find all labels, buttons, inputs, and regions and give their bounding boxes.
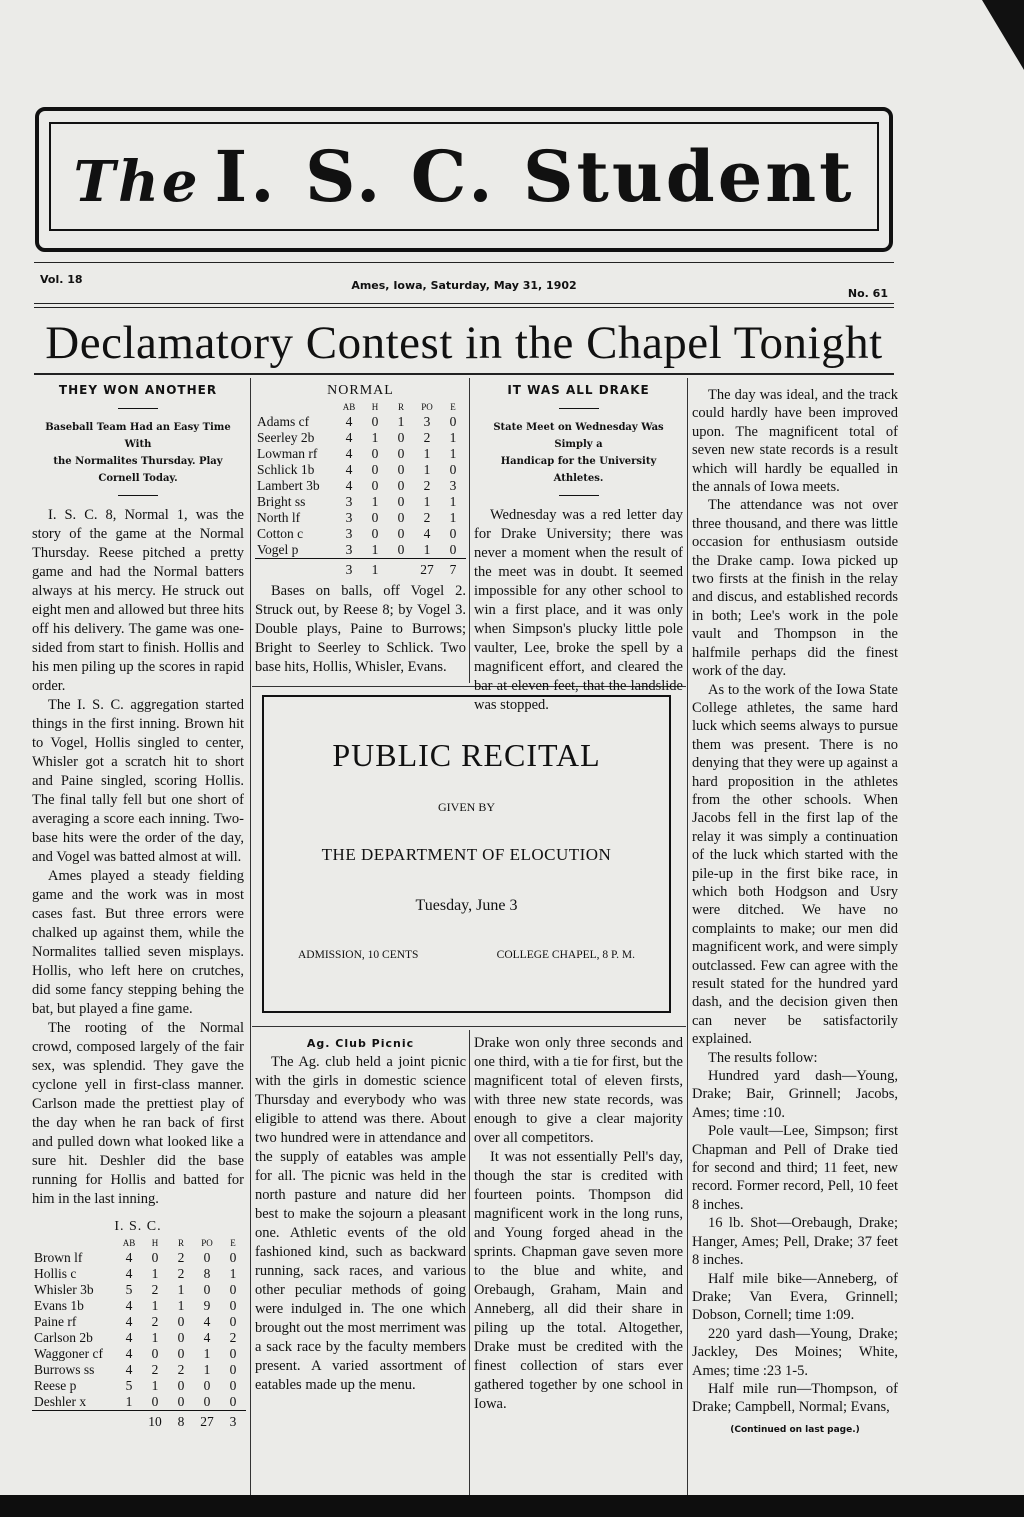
stat-cell: 0 [177, 1378, 185, 1393]
box-score-row [255, 414, 466, 430]
stat-cell: 1 [177, 1298, 185, 1313]
player-name: Brown lf [34, 1250, 83, 1265]
drake-paragraph: Drake won only three seconds and one third, with a tie for first, but the magnificent total of eleven firsts, with three new state records, was enough to give a clear majority over all competitors. [474, 1035, 683, 1146]
box-score-header-row: AB H R PO E [342, 402, 456, 412]
stat-cell: 3 [345, 510, 353, 525]
article-title-picnic: Ag. Club Picnic [306, 1037, 415, 1050]
drake-article-column-4 [692, 386, 898, 1439]
stat-cell: 1 [203, 1346, 211, 1361]
box-score-row [255, 446, 466, 462]
stat-cell: 2 [423, 510, 431, 525]
stat-cell: 1 [125, 1394, 133, 1409]
stat-cell: 9 [203, 1298, 211, 1313]
race-result: 16 lb. Shot—Orebaugh, Drake; Hanger, Ames; Pell, Drake; 37 feet 8 inches. [692, 1215, 898, 1269]
stat-cell: 4 [125, 1362, 133, 1377]
box-score-row [32, 1330, 246, 1346]
race-result: Hundred yard dash—Young, Drake; Bair, Grinnell; Jacobs, Ames; time :10. [692, 1068, 898, 1121]
stat-cell: 8 [203, 1266, 211, 1281]
scan-corner-shadow [954, 0, 1024, 70]
stat-cell: 4 [345, 430, 353, 445]
stat-cell: 0 [449, 542, 457, 557]
drake-paragraph: The results follow: [708, 1049, 818, 1066]
stat-cell: 0 [397, 478, 405, 493]
stat-cell: 0 [177, 1346, 185, 1361]
player-name: Paine rf [34, 1314, 77, 1329]
stat-cell: 1 [423, 446, 431, 461]
scan-bottom-edge [0, 1495, 1024, 1517]
stat-cell: 0 [229, 1346, 237, 1361]
stat-cell: 4 [345, 462, 353, 477]
recital-date: Tuesday, June 3 [415, 897, 518, 914]
article-subhead-drake: State Meet on Wednesday Was Simply a Handicap for the University Athletes. [493, 422, 664, 484]
player-name: Burrows ss [34, 1362, 95, 1377]
column-rule-3 [687, 378, 688, 1517]
stat-cell: 3 [449, 478, 457, 493]
stat-cell: 0 [151, 1346, 159, 1361]
stat-cell: 0 [229, 1314, 237, 1329]
stat-cell: 0 [229, 1282, 237, 1297]
stat-cell: 1 [151, 1266, 159, 1281]
stat-cell: 2 [151, 1314, 159, 1329]
box-score-row [255, 526, 466, 542]
stat-cell: 2 [229, 1330, 237, 1345]
stat-cell: 2 [177, 1362, 185, 1377]
stat-cell: 0 [449, 414, 457, 429]
isc-box-title: I. S. C. [114, 1219, 162, 1234]
stat-cell: 4 [125, 1314, 133, 1329]
recital-department: THE DEPARTMENT OF ELOCUTION [321, 845, 612, 864]
normal-box-score [255, 400, 466, 578]
stat-cell: 2 [151, 1362, 159, 1377]
stat-cell: 4 [125, 1250, 133, 1265]
player-name: North lf [257, 510, 301, 525]
normal-box-title: NORMAL [327, 383, 394, 398]
subhead-dash [559, 495, 599, 496]
box-score-row [255, 478, 466, 494]
player-name: Bright ss [257, 494, 306, 509]
drake-article [474, 381, 683, 715]
title-the: The [73, 149, 201, 215]
stat-cell: 0 [397, 542, 405, 557]
stat-cell: 1 [449, 430, 457, 445]
drake-paragraph: The day was ideal, and the track could hardly have been improved upon. The magnificent total of seven new state records is a result which will hardly be equalled in the annals of Iowa meets. [692, 387, 898, 496]
issue-number: No. 61 [847, 287, 888, 300]
masthead [35, 107, 893, 252]
stat-cell: 2 [423, 430, 431, 445]
stat-cell: 1 [423, 494, 431, 509]
stat-cell: 0 [397, 462, 405, 477]
stat-cell: 1 [397, 414, 405, 429]
stat-cell: 1 [371, 430, 379, 445]
box-score-row [32, 1266, 246, 1282]
stat-cell: 0 [371, 478, 379, 493]
player-name: Evans 1b [34, 1298, 84, 1313]
stat-cell: 4 [125, 1330, 133, 1345]
box-score-row [32, 1282, 246, 1298]
stat-cell: 0 [229, 1362, 237, 1377]
stat-cell: 4 [203, 1330, 211, 1345]
recital-title: PUBLIC RECITAL [332, 737, 601, 773]
player-name: Hollis c [34, 1266, 77, 1281]
article-title-baseball: THEY WON ANOTHER [58, 383, 218, 397]
player-name: Deshler x [34, 1394, 87, 1409]
box-score-row [32, 1362, 246, 1378]
stat-cell: 0 [229, 1378, 237, 1393]
player-name: Whisler 3b [34, 1282, 94, 1297]
box-score-row [255, 510, 466, 526]
stat-cell: 0 [203, 1250, 211, 1265]
stat-cell: 2 [423, 478, 431, 493]
dateline-rule-bottom-2 [34, 307, 894, 308]
player-name: Waggoner cf [34, 1346, 104, 1361]
article-title-drake: IT WAS ALL DRAKE [507, 383, 650, 397]
stat-cell: 0 [397, 446, 405, 461]
dateline-rule-top [34, 262, 894, 263]
stat-cell: 1 [371, 494, 379, 509]
isc-box-score [32, 1236, 246, 1430]
stat-cell: 4 [345, 446, 353, 461]
stat-cell: 0 [203, 1282, 211, 1297]
stat-cell: 0 [203, 1394, 211, 1409]
box-score-totals: 3 1 27 7 [255, 559, 466, 579]
stat-cell: 5 [125, 1378, 133, 1393]
stat-cell: 0 [397, 526, 405, 541]
stat-cell: 0 [203, 1378, 211, 1393]
recital-bottom-rule [252, 1026, 686, 1027]
stat-cell: 4 [345, 414, 353, 429]
issue-date: Ames, Iowa, Saturday, May 31, 1902 [351, 279, 577, 292]
stat-cell: 1 [449, 446, 457, 461]
stat-cell: 3 [423, 414, 431, 429]
baseball-paragraph: Ames played a steady fielding game and the work was in most cases fast. But three errors were chalked up against them, while the Normalites tallied seven misplays. Hollis, who left here on crutches, did some fancy stepping behing the bat, but played a fine game. [32, 868, 244, 1017]
stat-cell: 0 [371, 526, 379, 541]
baseball-paragraph: The I. S. C. aggregation started things in the first inning. Brown hit to Vogel, Hollis singled to center, Whisler got a scratch hit to short and Paine singled, scoring Hollis. The final tally fell but one short of averaging a score each inning. Two-base hits were the order of the day, and Vogel was batted almost at will. [32, 697, 244, 865]
picnic-article [255, 1034, 466, 1395]
stat-cell: 0 [449, 462, 457, 477]
race-result: Half mile bike—Anneberg, of Drake; Van Evera, Grinnell; Dobson, Cornell; time 1:09. [692, 1270, 898, 1324]
player-name: Schlick 1b [257, 462, 315, 477]
stat-cell: 1 [229, 1266, 237, 1281]
stat-cell: 3 [345, 526, 353, 541]
box-score-row [255, 542, 466, 559]
box-score-row [255, 462, 466, 478]
stat-cell: 4 [423, 526, 431, 541]
stat-cell: 1 [151, 1330, 159, 1345]
drake-paragraph: The attendance was not over three thousand, and there was little occasion for enthusiasm outside the Drake camp. Iowa picked up two firsts at the finish in the relay and discus, and established records in both; Lee's work in the pole vault and Thompson in the halfmile perhaps did the finest work of the day. [692, 497, 898, 680]
stat-cell: 0 [449, 526, 457, 541]
box-score-header-row: AB H R PO E [122, 1238, 236, 1248]
column-rule-2 [469, 378, 470, 683]
baseball-paragraph: I. S. C. 8, Normal 1, was the story of the game at the Normal Thursday. Reese pitched a pretty game and had the Normal batters always at his mercy. He struck out eight men and allowed but three hits off his delivery. The game was one-sided from start to finish. Hollis and his men piling up the scores in rapid order. [32, 507, 244, 694]
headline-rule [34, 373, 894, 375]
stat-cell: 0 [177, 1394, 185, 1409]
recital-admission: ADMISSION, 10 CENTS [298, 949, 419, 961]
box-score-row [255, 430, 466, 446]
stat-cell: 0 [397, 510, 405, 525]
recital-details [264, 949, 669, 961]
stat-cell: 3 [345, 494, 353, 509]
stat-cell: 0 [371, 510, 379, 525]
stat-cell: 0 [397, 494, 405, 509]
drake-paragraph: As to the work of the Iowa State College athletes, the same hard luck which seems always to pursue them was present. There is no denying that they were up against a hard proposition in the athletes from the other schools. When Jacobs fell in the first lap of the relay it was simply a continuation of the luck which started with the pile-up in the first bike race, in which both Hodgson and Usry were ditched. We have no complaints to make; our men did magnificent work, and were simply outclassed. Few can agree with the result stated for the hundred yard dash, and the decision given then can never be satisfactorily explained. [692, 681, 898, 1048]
stat-cell: 0 [229, 1298, 237, 1313]
normal-box-article [255, 381, 466, 677]
article-subhead-baseball: Baseball Team Had an Easy Time With the Normalites Thursday. Play Cornell Today. [45, 422, 231, 484]
drake-paragraph: It was not essentially Pell's day, though the star is credited with fourteen points. Thompson did magnificent work in the long runs, and Young forged ahead in the sprints. Chapman gave seven more to the blue and white, and Orebaugh, Graham, Main and Anneberg, all did their share in piling up the total. Altogether, Drake must be credited with the finest collection of stars ever gathered together by one school in Iowa. [474, 1149, 683, 1412]
picnic-paragraph: The Ag. club held a joint picnic with the girls in domestic science Thursday and everybody who was eligible to attend was there. About two hundred were in attendance and the supply of eatables was ample for all. The picnic was held in the north pasture and nature did her best to make the sojourn a pleasant one. Athletic events of the old fashioned kind, such as backward running, sack races, and various other peculiar methods of going were indulged in. The one which brought out the most merriment was a sack race by the faculty members present. A varied assortment of eatables made up the menu. [255, 1054, 466, 1393]
stat-cell: 5 [125, 1282, 133, 1297]
box-score-row [32, 1298, 246, 1314]
volume-number: Vol. 18 [40, 273, 83, 286]
recital-place: COLLEGE CHAPEL, 8 P. M. [496, 949, 635, 961]
stat-cell: 2 [177, 1250, 185, 1265]
subhead-dash [118, 495, 158, 496]
title-dash [559, 408, 599, 409]
stat-cell: 0 [229, 1394, 237, 1409]
stat-cell: 0 [371, 446, 379, 461]
stat-cell: 0 [177, 1314, 185, 1329]
player-name: Reese p [34, 1378, 77, 1393]
box-score-row [255, 494, 466, 510]
stat-cell: 4 [125, 1266, 133, 1281]
stat-cell: 1 [177, 1282, 185, 1297]
box-score-summary: Bases on balls, off Vogel 2. Struck out, by Reese 8; by Vogel 3. Double plays, Paine to Burrows; Bright to Seerley to Schlick. Two base hits, Hollis, Whisler, Evans. [255, 583, 466, 675]
stat-cell: 1 [151, 1298, 159, 1313]
column-rule-1 [250, 378, 251, 1517]
stat-cell: 4 [203, 1314, 211, 1329]
stat-cell: 0 [151, 1250, 159, 1265]
stat-cell: 2 [151, 1282, 159, 1297]
box-score-row [32, 1394, 246, 1411]
player-name: Lambert 3b [257, 478, 320, 493]
recital-given-by: GIVEN BY [438, 800, 495, 814]
stat-cell: 1 [371, 542, 379, 557]
public-recital-notice [262, 695, 671, 1013]
baseball-paragraph: The rooting of the Normal crowd, composed largely of the fair sex, was splendid. They gave the cyclone yell in first-class manner. Carlson made the prettiest play of the day when he ran back of first and pulled down what looked like a sure hit. Deshler did the base running for Hollis and batted for him in the last inning. [32, 1020, 244, 1207]
race-result: Half mile run—Thompson, of Drake; Campbell, Normal; Evans, [692, 1380, 898, 1416]
title-dash [118, 408, 158, 409]
stat-cell: 0 [151, 1394, 159, 1409]
race-result: Pole vault—Lee, Simpson; first Chapman and Pell of Drake tied for second and third; 11 feet, new record. Former record, Pell, 10 feet 8 inches. [692, 1123, 898, 1213]
continued-note: (Continued on last page.) [730, 1424, 860, 1435]
box-score-row [32, 1378, 246, 1394]
baseball-article [32, 381, 244, 1430]
stat-cell: 0 [177, 1330, 185, 1345]
box-score-row [32, 1250, 246, 1266]
stat-cell: 3 [345, 542, 353, 557]
stat-cell: 0 [397, 430, 405, 445]
player-name: Seerley 2b [257, 430, 315, 445]
stat-cell: 1 [449, 494, 457, 509]
race-result: 220 yard dash—Young, Drake; Jackley, Des Moines; White, Ames; time :23 1-5. [692, 1325, 898, 1379]
drake-article-continued [474, 1034, 683, 1414]
stat-cell: 1 [423, 462, 431, 477]
stat-cell: 4 [125, 1346, 133, 1361]
title-main: I. S. C. Student [214, 135, 855, 218]
drake-paragraph: Wednesday was a red letter day for Drake University; there was never a moment when the result of the meet was in doubt. It seemed impossible for any other school to win a first place, and it was only when Simpson's plucky little pole vaulter, Lee, broke the spell by a magnificent effort, and cleared the bar at eleven feet, that the landslide was stopped. [474, 507, 683, 713]
box-score-totals: 10 8 27 3 [32, 1411, 246, 1431]
box-score-row [32, 1314, 246, 1330]
stat-cell: 4 [345, 478, 353, 493]
stat-cell: 4 [125, 1298, 133, 1313]
stat-cell: 0 [371, 462, 379, 477]
column-rule-2b [469, 1030, 470, 1517]
stat-cell: 0 [371, 414, 379, 429]
player-name: Adams cf [257, 414, 310, 429]
main-headline: Declamatory Contest in the Chapel Tonight [45, 317, 883, 369]
player-name: Cotton c [257, 526, 304, 541]
stat-cell: 1 [423, 542, 431, 557]
newspaper-title [73, 135, 854, 218]
dateline-rule-bottom [34, 303, 894, 304]
box-score-row [32, 1346, 246, 1362]
stat-cell: 1 [203, 1362, 211, 1377]
stat-cell: 0 [229, 1250, 237, 1265]
stat-cell: 1 [449, 510, 457, 525]
player-name: Lowman rf [257, 446, 318, 461]
stat-cell: 1 [151, 1378, 159, 1393]
masthead-inner-frame [49, 122, 879, 231]
player-name: Vogel p [257, 542, 299, 557]
player-name: Carlson 2b [34, 1330, 93, 1345]
stat-cell: 2 [177, 1266, 185, 1281]
